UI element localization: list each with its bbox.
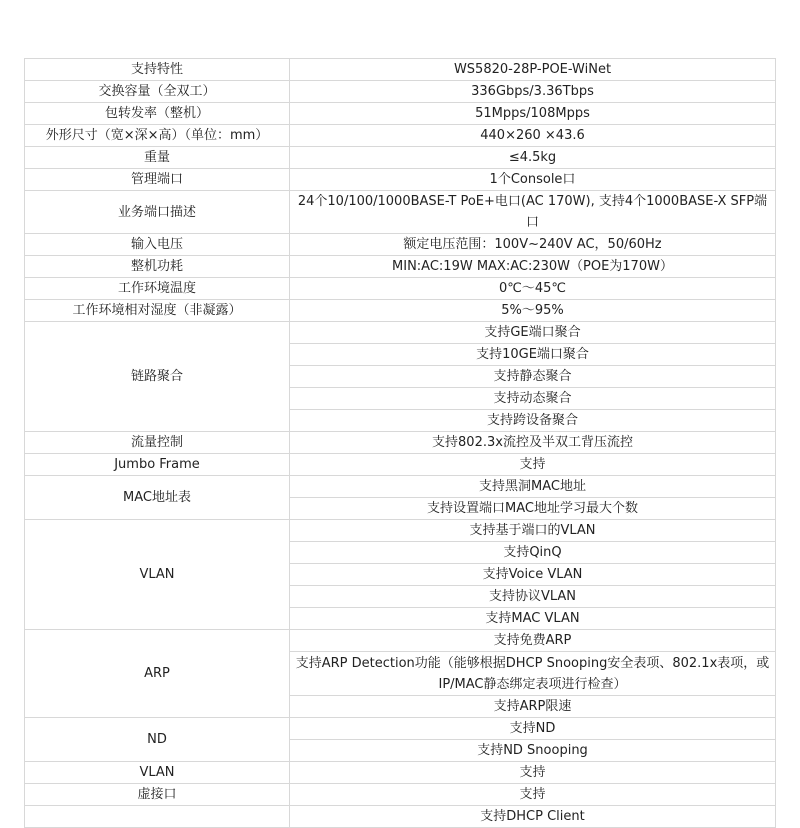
spec-key-cell (25, 806, 290, 828)
spec-key-cell: ND (25, 718, 290, 762)
table-row (25, 300, 776, 322)
spec-value-cell: ≤4.5kg (290, 147, 776, 169)
spec-value-cell: 支持 (290, 784, 776, 806)
table-row (25, 81, 776, 103)
spec-value-cell: WS5820-28P-POE-WiNet (290, 59, 776, 81)
table-row (25, 322, 776, 344)
spec-value-cell: 支持跨设备聚合 (290, 410, 776, 432)
spec-value-cell: 336Gbps/3.36Tbps (290, 81, 776, 103)
spec-value-cell: 支持 (290, 762, 776, 784)
spec-value-cell: 440×260 ×43.6 (290, 125, 776, 147)
spec-value-cell: 5%～95% (290, 300, 776, 322)
spec-value-cell: 24个10/100/1000BASE-T PoE+电口(AC 170W), 支持4个1000BASE-X SFP端口 (290, 191, 776, 234)
table-row (25, 476, 776, 498)
table-row (25, 256, 776, 278)
spec-key-cell: 输入电压 (25, 234, 290, 256)
table-row (25, 520, 776, 542)
table-row (25, 762, 776, 784)
table-row (25, 234, 776, 256)
spec-value-cell: 额定电压范围：100V~240V AC，50/60Hz (290, 234, 776, 256)
spec-value-cell: 支持802.3x流控及半双工背压流控 (290, 432, 776, 454)
spec-value-cell: 支持协议VLAN (290, 586, 776, 608)
spec-value-cell: 支持GE端口聚合 (290, 322, 776, 344)
spec-key-cell: 整机功耗 (25, 256, 290, 278)
spec-value-cell: 支持免费ARP (290, 630, 776, 652)
spec-value-cell: 支持DHCP Client (290, 806, 776, 828)
spec-key-cell: MAC地址表 (25, 476, 290, 520)
table-row (25, 103, 776, 125)
spec-value-cell: 支持设置端口MAC地址学习最大个数 (290, 498, 776, 520)
table-row (25, 806, 776, 828)
spec-key-cell: 流量控制 (25, 432, 290, 454)
table-row (25, 432, 776, 454)
spec-key-cell: 重量 (25, 147, 290, 169)
spec-key-cell: 业务端口描述 (25, 191, 290, 234)
table-row (25, 169, 776, 191)
spec-key-cell: 工作环境相对湿度（非凝露） (25, 300, 290, 322)
spec-key-cell: Jumbo Frame (25, 454, 290, 476)
spec-value-cell: 支持QinQ (290, 542, 776, 564)
spec-value-cell: 支持ND Snooping (290, 740, 776, 762)
spec-table (24, 58, 776, 828)
spec-value-cell: 支持MAC VLAN (290, 608, 776, 630)
spec-value-cell: 支持Voice VLAN (290, 564, 776, 586)
spec-key-cell: VLAN (25, 762, 290, 784)
spec-key-cell: 虚接口 (25, 784, 290, 806)
table-row (25, 718, 776, 740)
spec-key-cell: VLAN (25, 520, 290, 630)
spec-value-cell: 支持10GE端口聚合 (290, 344, 776, 366)
spec-table-body (25, 59, 776, 828)
spec-value-cell: 支持ARP限速 (290, 696, 776, 718)
table-row (25, 191, 776, 234)
spec-key-cell: 工作环境温度 (25, 278, 290, 300)
spec-value-cell: MIN:AC:19W MAX:AC:230W（POE为170W） (290, 256, 776, 278)
spec-value-cell: 1个Console口 (290, 169, 776, 191)
spec-key-cell: ARP (25, 630, 290, 718)
table-row (25, 125, 776, 147)
table-row (25, 147, 776, 169)
spec-key-cell: 链路聚合 (25, 322, 290, 432)
spec-key-cell: 包转发率（整机） (25, 103, 290, 125)
spec-value-cell: 支持静态聚合 (290, 366, 776, 388)
spec-value-cell: 0℃～45℃ (290, 278, 776, 300)
spec-key-cell: 管理端口 (25, 169, 290, 191)
spec-value-cell: 支持黑洞MAC地址 (290, 476, 776, 498)
spec-value-cell: 支持动态聚合 (290, 388, 776, 410)
table-row (25, 454, 776, 476)
table-row (25, 630, 776, 652)
spec-key-cell: 外形尺寸（宽×深×高）（单位：mm） (25, 125, 290, 147)
spec-value-cell: 支持ARP Detection功能（能够根据DHCP Snooping安全表项、802.1x表项，或IP/MAC静态绑定表项进行检查） (290, 652, 776, 696)
spec-value-cell: 支持 (290, 454, 776, 476)
table-row (25, 59, 776, 81)
table-row (25, 278, 776, 300)
spec-value-cell: 支持ND (290, 718, 776, 740)
spec-key-cell: 交换容量（全双工） (25, 81, 290, 103)
spec-value-cell: 51Mpps/108Mpps (290, 103, 776, 125)
spec-key-cell: 支持特性 (25, 59, 290, 81)
table-row (25, 784, 776, 806)
spec-value-cell: 支持基于端口的VLAN (290, 520, 776, 542)
